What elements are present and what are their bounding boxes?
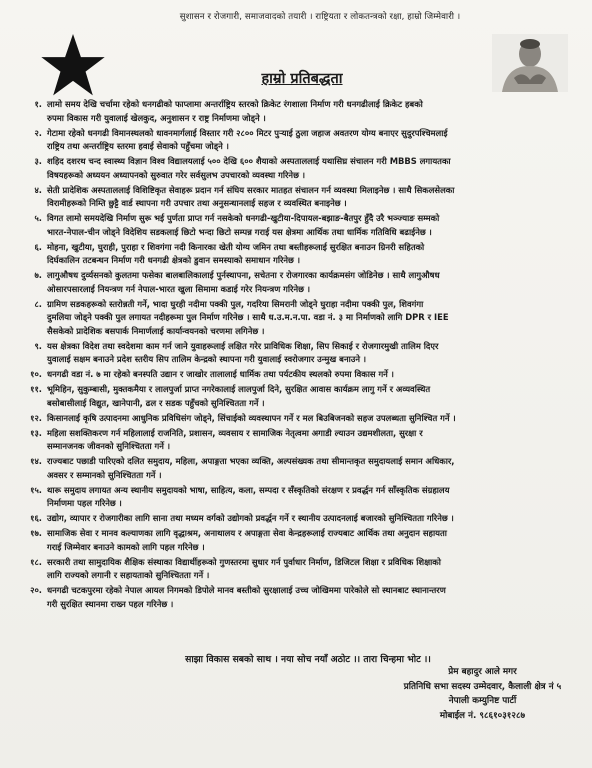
list-item xyxy=(16,455,584,482)
item-text: धनगढी वडा नं. ७ मा रहेको बनस्पति उद्यान र जाखोर तालालाई धार्मिक तथा पर्यटकीय स्थलको रुपमा विकास गर्ने । xyxy=(47,369,394,379)
item-number: १३. xyxy=(30,427,42,438)
page-title: हाम्रो प्रतिबद्धता xyxy=(261,71,343,87)
item-text: लागुऔषध दुर्व्यसनको कुलतमा फसेका बालबालिकालाई पुर्नस्थापना, सचेतना र रोजगारका कार्यक्रमसंग जोडिनेछ । साथै लागुऔषध ओसारपसारलाई नियन्त्रण गर्न नेपाल-भारत खुला सिमामा कडाई गरेर नियन्त्रण गरिनेछ । xyxy=(47,270,440,294)
item-text: लामो समय देखि चर्चामा रहेको धनगढीको फाप्लामा अन्तर्राष्ट्रिय स्तरको क्रिकेट रंगशाला निर्माण गरी धनगढीलाई क्रिकेट हबको रुपमा विकास गरी युवालाई खेलकुद, अनुशासन र राष्ट्र निर्माणमा जोड्ने । xyxy=(47,99,423,123)
list-item xyxy=(16,527,584,554)
item-text: किसानलाई कृषि उत्पादनमा आधुनिक प्रविधिसंग जोड्ने, सिंचाईको व्यवस्थापन गर्ने र मल बिउबिजनको सहज उपलब्धता सुनिश्चित गर्ने । xyxy=(47,412,456,423)
list-item xyxy=(16,556,584,583)
item-number: १६. xyxy=(30,513,42,523)
commitment-list xyxy=(16,98,584,613)
item-number: ६. xyxy=(34,241,42,252)
item-text: भूमिहिन, सुकुम्बासी, मुक्तकमैया र लालपुर्जा प्राप्त नगरेकालाई लालपुर्जा दिने, सुरक्षित आवास कार्यक्रम लागु गर्ने र अव्यवस्थित बसोबासीलाई विद्युत, खानेपानी, ढल र सडक पहुँचको सुनिश्चितता गर्ने । xyxy=(47,384,431,408)
list-item xyxy=(16,184,584,211)
list-item xyxy=(16,98,584,125)
item-text: विगत लामो समयदेखि निर्माण सुरू भई पुर्णता प्राप्त गर्न नसकेको धनगढी-खुटीया-दिपायल-बझाङ-बैतपुर हुँदै उरै भञ्ज्याङ सम्मको भारत-नेपाल-चीन जोड्ने विदेशिय सडकलाई छिटो भन्दा छिटो सम्पन्न गराई यस क्षेत्रमा आर्थिक तथा धार्मिक गतिविधि बढाईनेछ । xyxy=(47,213,440,237)
list-item xyxy=(16,368,584,382)
item-text: यस क्षेत्रका विदेश तथा स्वदेशमा काम गर्न जाने युवाहरूलाई लक्षित गरेर प्राविधिक शिक्षा, सिप सिकाई र रोजगारमुखी तालिम दिएर युवालाई सक्षम बनाउने प्रदेश स्तरीय सिप तालिम केन्द्रको स्थापना गरी युवालाई स्वरोजगार उन्मुख बनाउने । xyxy=(47,340,439,364)
item-text: उद्योग, व्यापार र रोजगारीका लागि साना तथा मध्यम वर्गको उद्योगको प्रवर्द्धन गर्ने र स्थानीय उत्पादनलाई बजारको सुनिश्चितता गरिनेछ । xyxy=(47,513,454,523)
item-text: राज्यबाट पछाडी पारिएको दलित समुदाय, महिला, अपाङ्गता भएका व्यक्ति, अल्पसंख्यक तथा सीमान्तकृत समुदायलाई समान अधिकार, अवसर र सम्मानको सुनिश्चितता गर्ने । xyxy=(47,456,455,480)
item-number: १०. xyxy=(30,369,42,379)
item-number: १. xyxy=(34,99,42,109)
item-text: धनगढी चटकपुरमा रहेको नेपाल आयल निगमको डिपोले मानव बस्तीको सुरक्षालाई उच्च जोखिममा पारेकोले सो स्थानबाट स्थानान्तरण गरी सुरक्षित स्थानमा राख्न पहल गरिनेछ । xyxy=(47,585,446,609)
list-item xyxy=(16,212,584,239)
list-item xyxy=(16,427,584,454)
item-text: थारू समुदाय लगायत अन्य स्थानीय समुदायको भाषा, साहित्य, कला, सम्पदा र सँस्कृतिको संरक्षण र प्रवर्द्धन गर्न साँस्कृतिक संग्रहालय निर्माणमा पहल गरिनेछ । xyxy=(47,484,450,508)
item-text: महिला सशक्तिकरण गर्न महिलालाई राजनिति, प्रशासन, व्यवसाय र सामाजिक नेतृत्वमा अगाडी ल्याउन उद्यमशीलता, सुरक्षा र सम्मानजनक जीवनको सुनिश्चितता गर्ने । xyxy=(47,427,423,451)
item-text: गेटामा रहेको धनगढी विमानस्थलको धावनमार्गलाई विस्तार गरी २८०० मिटर पुर्‍याई ठुला जहाज अवतरण योग्य बनाएर सुदुरपश्चिमलाई राष्ट्रिय तथा अन्तर्राष्ट्रिय स्तरमा हवाई सेवाको पहुँचमा जोड्ने । xyxy=(47,127,448,151)
item-text: सेती प्रादेशिक अस्पताललाई विशिष्टिकृत सेवाहरू प्रदान गर्न संघिय सरकार मातहत संचालन गर्न व्यवस्था मिलाइनेछ । साथै सिकलसेलका विरामीहरूको निम्ति छुट्टै वार्ड स्थापना गरी उपचार तथा अनुसन्धानलाई सहज र व्यवस्थित बनाइनेछ । xyxy=(47,184,455,208)
candidate-name: प्रेम बहादुर आले मगर xyxy=(448,667,517,677)
item-text: सामाजिक सेवा र मानव कल्याणका लागि वृद्धाश्रम, अनाथालय र अपाङ्गता सेवा केन्द्रहरूलाई राज्यबाट आर्थिक तथा अनुदान सहायता गराई जिम्मेवार बनाउने कामको लागि पहल गरिनेछ । xyxy=(47,528,447,552)
item-number: २. xyxy=(34,127,42,138)
list-item xyxy=(16,298,584,339)
item-number: २०. xyxy=(30,585,42,595)
list-item xyxy=(16,383,584,410)
item-number: १२. xyxy=(30,412,42,423)
item-number: १४. xyxy=(30,456,42,466)
list-item xyxy=(16,512,584,526)
slogan: सुशासन र रोजगारी, समाजवादको तयारी । राष्ट्रियता र लोकतन्त्रको रक्षा, हाम्रो जिम्मेवारी । xyxy=(179,12,461,22)
item-text: मोहना, खुटीया, घुराही, पुराहा र शिवगंगा नदी किनारका खेती योग्य जमिन तथा बस्तीहरूलाई सुरक्षित बनाउन ग्रिनरी सहितको दिर्घकालिन तटबन्धन निर्माण गरी धनगढी क्षेत्रको डुवान समस्याको समाधान गरिनेछ । xyxy=(47,241,425,265)
list-item xyxy=(16,412,584,426)
signature-block xyxy=(380,665,585,723)
item-number: १७. xyxy=(30,528,42,538)
list-item xyxy=(16,155,584,182)
list-item xyxy=(16,340,584,367)
item-number: १५. xyxy=(30,484,42,495)
candidate-role: प्रतिनिधि सभा सदस्य उम्मेदवार, कैलाली क्षेत्र नं ५ xyxy=(403,681,562,692)
item-number: ९. xyxy=(34,340,42,351)
item-text: सरकारी तथा सामुदायिक शैक्षिक संस्थाका विद्यार्थीहरूको गुणस्तरमा सुधार गर्न पुर्वाधार निर्माण, डिजिटल शिक्षा र प्रविधिक शिक्षाको लागि राज्यको लगानी र सहायताको सुनिश्चितता गर्ने । xyxy=(47,556,441,580)
list-item xyxy=(16,269,584,296)
closing-slogan: साझा विकास सबको साथ । नया सोच नयाँ अठोट ।। तारा चिन्हमा भोट ।। xyxy=(185,654,431,665)
item-number: ३. xyxy=(34,156,42,166)
candidate-photo xyxy=(492,34,568,92)
star-icon xyxy=(40,32,106,98)
list-item xyxy=(16,127,584,154)
item-number: ७. xyxy=(34,270,42,280)
item-text: ग्रामिण सडकहरूको स्तरोन्नती गर्ने, भादा घुरही नदीमा पक्की पुल, गदरिया सिमरानी जोड्ने घुराहा नदीमा पक्की पुल, शिवगंगा दुमलिया जोड्ने पक्की पुल लगायत नदीहरूमा पुल निर्माण गरिनेछ । साथै ध.उ.म.न.पा. वडा नं. ३ मा निर्माणको लागि DPR र IEE सैसकेको प्रादेशिक बसपार्क निमार्णलाई कार्यान्वयनको चरणमा लगिनेछ । xyxy=(47,298,449,336)
item-number: ५. xyxy=(34,213,42,223)
item-number: ४. xyxy=(34,184,42,195)
mobile-number: मोबाईल नं. ९८६१०३१२८७ xyxy=(439,710,526,721)
list-item xyxy=(16,584,584,611)
item-text: शहिद दशरथ चन्द स्वास्थ्य विज्ञान विश्व विद्यालयलाई ५०० देखि ६०० शैयाको अस्पताललाई यथासिघ्र संचालन गरी MBBS लगायतका विषयहरूको अध्ययन अध्यापनको सुरुवात गरेर सर्वसुलभ उपचारको व्यवस्था गरिनेछ । xyxy=(47,156,451,180)
party-name: नेपाली कम्युनिष्ट पार्टी xyxy=(448,696,517,706)
item-number: ११. xyxy=(30,384,42,394)
list-item xyxy=(16,484,584,511)
list-item xyxy=(16,241,584,268)
item-number: १८. xyxy=(30,556,42,567)
item-number: ८. xyxy=(34,298,42,309)
